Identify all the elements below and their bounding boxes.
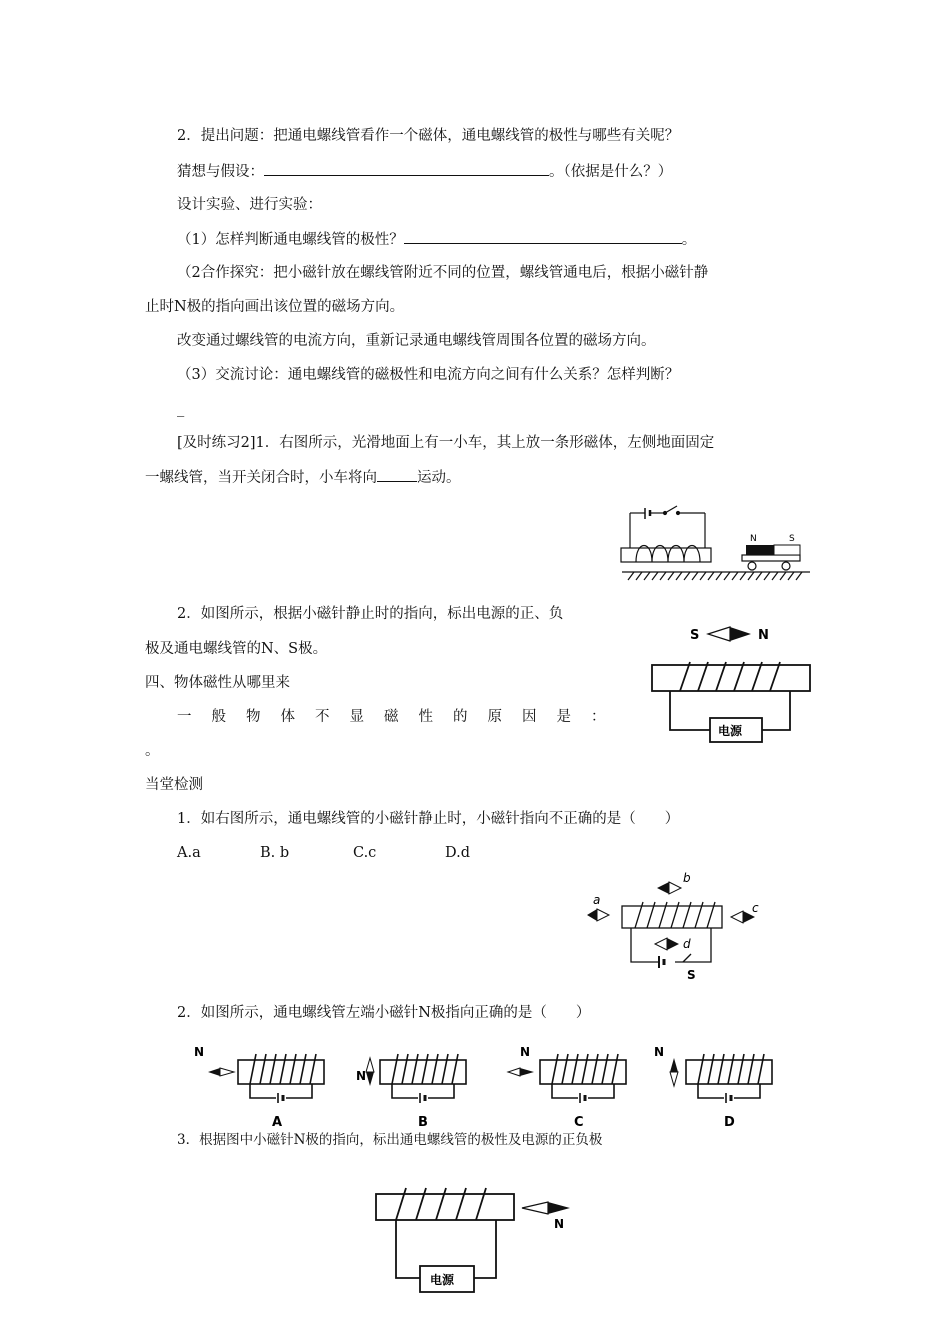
practice-1-text: 一螺线管，当开关闭合时，小车将向 (145, 470, 377, 486)
guess-blank[interactable] (264, 161, 549, 176)
solenoid-power-figure-2 (370, 1180, 580, 1310)
step-1-suffix: 。 (681, 232, 697, 248)
guess-line (177, 161, 672, 182)
check-title: 当堂检测 (145, 777, 203, 793)
guess-suffix: 。（依据是什么？） (549, 164, 673, 180)
option-d[interactable]: D.d (445, 845, 470, 861)
fig3-b-label: b (683, 871, 691, 885)
magnet-n-half (746, 545, 774, 555)
fig2-power-label: 电源 (718, 724, 743, 738)
step-3: （3）交流讨论：通电螺线管的磁极性和电流方向之间有什么关系？怎样判断？ (177, 367, 680, 383)
compass-needle-s (708, 627, 730, 641)
compass-positions-figure (585, 868, 770, 980)
magnet-s-half (774, 545, 800, 555)
compass-needle-n (730, 627, 751, 641)
fig4-label-b: B (418, 1115, 428, 1130)
fig4-label-a: A (272, 1115, 283, 1130)
fig4-n-b: N (356, 1069, 367, 1083)
option-b[interactable]: B. b (260, 845, 290, 861)
fig5-needle-n (548, 1202, 570, 1214)
option-a[interactable]: A.a (177, 845, 201, 861)
check-question-3: 3．根据图中小磁针N极的指向，标出通电螺线管的极性及电源的正负极 (177, 1132, 603, 1148)
fig3-d-label: d (683, 937, 691, 951)
direction-blank[interactable] (377, 467, 417, 482)
option-c[interactable]: C.c (353, 845, 377, 861)
step-1-blank[interactable] (404, 229, 682, 244)
practice-1-line-2 (145, 467, 461, 488)
cart-solenoid-figure (615, 505, 815, 585)
fig5-n-label: N (554, 1217, 565, 1231)
fig4-n-c: N (520, 1045, 531, 1059)
cart-s-label: S (789, 534, 795, 544)
practice-2-line-1: 2．如图所示，根据小磁针静止时的指向，标出电源的正、负 (177, 606, 564, 622)
fig3-switch-label: S (687, 968, 696, 982)
section-4-period: 。 (145, 743, 160, 759)
solenoid-options-figure (190, 1040, 790, 1130)
practice-1-suffix: 运动。 (417, 470, 461, 486)
practice-2-line-2: 极及通电螺线管的N、S极。 (145, 641, 328, 657)
fig3-c-label: c (752, 901, 759, 915)
step-2-line-2: 止时N极的指向画出该位置的磁场方向。 (145, 299, 405, 315)
fig3-a-label: a (593, 893, 601, 907)
section-4-title: 四、物体磁性从哪里来 (145, 675, 290, 691)
check-question-2: 2．如图所示，通电螺线管左端小磁针N极指向正确的是（ ） (177, 1005, 591, 1021)
check-question-1: 1．如右图所示，通电螺线管的小磁针静止时，小磁针指向不正确的是（ ） (177, 811, 680, 827)
fig2-s-label: S (690, 628, 700, 643)
cart-n-label: N (750, 534, 757, 544)
step-2b: 改变通过螺线管的电流方向，重新记录通电螺线管周围各位置的磁场方向。 (177, 333, 656, 349)
section-4-reason: 一般物体不显磁性的原因是： (177, 709, 626, 725)
step-2-line-1: （2合作探究：把小磁针放在螺线管附近不同的位置，螺线管通电后，根据小磁针静 (177, 265, 709, 281)
practice-1-line-1: [及时练习2]1．右图所示，光滑地面上有一小车，其上放一条形磁体，左侧地面固定 (177, 435, 715, 451)
step-1-label: （1）怎样判断通电螺线管的极性？ (177, 232, 404, 248)
guess-label: 猜想与假设： (177, 164, 264, 180)
fig4-n-a: N (194, 1045, 205, 1059)
fig4-label-d: D (724, 1115, 735, 1130)
fig4-n-d: N (654, 1045, 665, 1059)
step-1 (177, 229, 696, 250)
fig5-needle-s (522, 1202, 548, 1214)
fig5-power-label: 电源 (430, 1273, 455, 1287)
solenoid-power-figure (650, 620, 815, 745)
dash-mark: _ (177, 401, 185, 417)
question-2: 2．提出问题：把通电螺线管看作一个磁体，通电螺线管的极性与哪些有关呢？ (177, 128, 680, 144)
design-heading: 设计实验、进行实验： (177, 197, 322, 213)
fig4-label-c: C (574, 1115, 584, 1130)
fig2-n-label: N (758, 628, 769, 643)
